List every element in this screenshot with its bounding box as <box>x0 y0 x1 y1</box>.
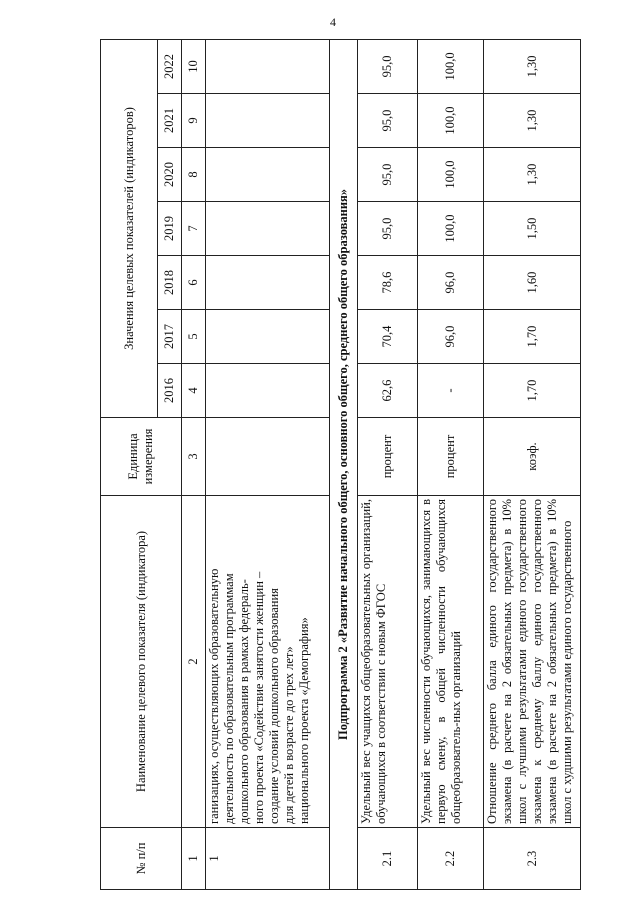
header-name: Наименование целевого показателя (индикатора) <box>101 496 182 828</box>
row-value: 100,0 <box>418 94 484 148</box>
row-name: Отношение среднего балла единого государственного экзамена (в расчете на 2 обязательных предмета) в 10% школ с лучшими результатами единого государственного экзамена к среднему баллу единого государственного экзамена (в расчете на 2 обязательных предмета) в 10% школ с худшими результатами единого государственного <box>484 496 581 828</box>
subprogram-title: Подпрограмма 2 «Развитие начального общего, основного общего, среднего общего образования» <box>330 39 358 889</box>
row-value: 100,0 <box>418 148 484 202</box>
rotated-table-container <box>100 40 580 890</box>
row-value: 95,0 <box>358 148 418 202</box>
row-unit: процент <box>358 418 418 496</box>
row-value: - <box>418 364 484 418</box>
year-2016: 2016 <box>158 364 182 418</box>
name-line: для детей в возрасте до трех лет» <box>282 646 296 824</box>
col-number: 4 <box>182 364 206 418</box>
row-value: 1,30 <box>484 148 581 202</box>
col-number: 2 <box>182 496 206 828</box>
subprogram-row <box>330 39 358 889</box>
year-2017: 2017 <box>158 310 182 364</box>
page-number: 4 <box>330 15 336 29</box>
name-line: деятельность по образовательным программам <box>222 573 236 824</box>
row-unit: коэф. <box>484 418 581 496</box>
row-value: 95,0 <box>358 39 418 93</box>
row-value: 1,70 <box>484 310 581 364</box>
row-value: 62,6 <box>358 364 418 418</box>
header-num: № п/п <box>101 828 182 890</box>
table-row-2-2 <box>418 39 484 889</box>
col-number: 6 <box>182 256 206 310</box>
row-value: 100,0 <box>418 202 484 256</box>
col-number: 3 <box>182 418 206 496</box>
table-row-1 <box>206 39 330 889</box>
row-unit: процент <box>418 418 484 496</box>
col-number: 5 <box>182 310 206 364</box>
row-name: Удельный вес численности обучающихся, занимающихся в первую смену, в общей численности обучающихся общеобразователь-ных организаций <box>418 496 484 828</box>
col-number: 9 <box>182 94 206 148</box>
row-value <box>206 364 330 418</box>
row-value: 78,6 <box>358 256 418 310</box>
row-value: 1,50 <box>484 202 581 256</box>
row-value <box>206 148 330 202</box>
year-2021: 2021 <box>158 94 182 148</box>
row-value: 1,30 <box>484 39 581 93</box>
header-unit: Единица измерения <box>101 418 182 496</box>
col-number: 8 <box>182 148 206 202</box>
table-row-2-3 <box>484 39 581 889</box>
col-number: 1 <box>182 828 206 890</box>
indicators-table <box>100 39 581 890</box>
row-value: 96,0 <box>418 256 484 310</box>
name-line: дошкольного образования в рамках федераль- <box>237 579 251 824</box>
header-row-1 <box>101 39 158 889</box>
year-2022: 2022 <box>158 39 182 93</box>
row-value: 95,0 <box>358 94 418 148</box>
row-value <box>206 39 330 93</box>
name-line: создание условий дошкольного образования <box>267 588 281 824</box>
table-row-2-1 <box>358 39 418 889</box>
col-number: 10 <box>182 39 206 93</box>
row-num: 1 <box>206 828 330 890</box>
row-value: 1,60 <box>484 256 581 310</box>
year-2020: 2020 <box>158 148 182 202</box>
row-value <box>206 94 330 148</box>
column-numbers-row <box>182 39 206 889</box>
row-value <box>206 310 330 364</box>
row-num: 2.1 <box>358 828 418 890</box>
row-value: 100,0 <box>418 39 484 93</box>
name-line: национального проекта «Демография» <box>297 617 311 824</box>
row-num: 2.3 <box>484 828 581 890</box>
col-number: 7 <box>182 202 206 256</box>
name-line: ного проекта «Содействие занятости женщин – <box>252 571 266 824</box>
row-name <box>206 496 330 828</box>
row-value: 95,0 <box>358 202 418 256</box>
row-name: Удельный вес учащихся общеобразовательных организаций, обучающихся в соответствии с новым ФГОС <box>358 496 418 828</box>
row-value: 70,4 <box>358 310 418 364</box>
row-num: 2.2 <box>418 828 484 890</box>
year-2019: 2019 <box>158 202 182 256</box>
row-value <box>206 202 330 256</box>
row-value: 96,0 <box>418 310 484 364</box>
row-value: 1,70 <box>484 364 581 418</box>
name-line: ганизациях, осуществляющих образовательную <box>207 568 221 824</box>
row-value: 1,30 <box>484 94 581 148</box>
year-2018: 2018 <box>158 256 182 310</box>
row-value <box>206 256 330 310</box>
header-values-group: Значения целевых показателей (индикаторов) <box>101 39 158 417</box>
row-unit <box>206 418 330 496</box>
